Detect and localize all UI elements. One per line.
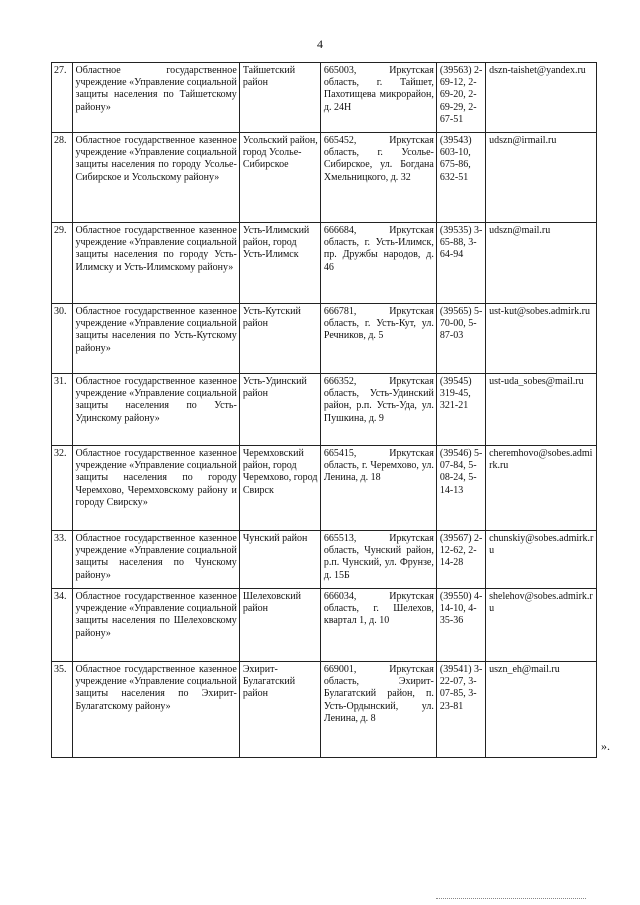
institution-name: Областное государственное казенное учреждение «Управление социальной защиты населения по Чунскому району»: [72, 531, 239, 589]
address: 666781, Иркутская область, г. Усть-Кут, ул. Речников, д. 5: [320, 304, 436, 374]
email: dszn-taishet@yandex.ru: [486, 63, 597, 133]
row-number: 27.: [52, 63, 73, 133]
district: Усть-Кутский район: [239, 304, 320, 374]
page-number: 4: [317, 37, 323, 51]
email: udszn@irmail.ru: [486, 133, 597, 223]
district: Шелеховский район: [239, 589, 320, 662]
table-row: [52, 374, 597, 446]
district: Усть-Илимский район, город Усть-Илимск: [239, 223, 320, 304]
phone: (39541) 3-22-07, 3-07-85, 3-23-81: [436, 662, 485, 758]
address: 665452, Иркутская область, г. Усолье-Сибирское, ул. Богдана Хмельницкого, д. 32: [320, 133, 436, 223]
institution-name: Областное государственное казенное учреждение «Управление социальной защиты населения по Усть-Кутскому району»: [72, 304, 239, 374]
table-row: [52, 589, 597, 662]
table-row: [52, 63, 597, 133]
phone: (39543) 603-10, 675-86, 632-51: [436, 133, 485, 223]
table-row: [52, 304, 597, 374]
phone: (39550) 4-14-10, 4-35-36: [436, 589, 485, 662]
phone: (39535) 3-65-88, 3-64-94: [436, 223, 485, 304]
email: uszn_eh@mail.ru: [486, 662, 597, 758]
table-row: [52, 446, 597, 531]
table-row: [52, 662, 597, 758]
row-number: 28.: [52, 133, 73, 223]
institution-name: Областное государственное казенное учреждение «Управление социальной защиты населения по городу Усолье-Сибирское и Усольскому району»: [72, 133, 239, 223]
row-number: 34.: [52, 589, 73, 662]
email: udszn@mail.ru: [486, 223, 597, 304]
row-number: 29.: [52, 223, 73, 304]
address: 665003, Иркутская область, г. Тайшет, Пахотищева микрорайон, д. 24Н: [320, 63, 436, 133]
address: 666684, Иркутская область, г. Усть-Илимск, пр. Дружбы народов, д. 46: [320, 223, 436, 304]
email: ust-uda_sobes@mail.ru: [486, 374, 597, 446]
table-row: [52, 223, 597, 304]
institutions-table-body: [52, 63, 597, 758]
address: 665513, Иркутская область, Чунский район, р.п. Чунский, ул. Фрунзе, д. 15Б: [320, 531, 436, 589]
institution-name: Областное государственное казенное учреждение «Управление социальной защиты населения по Эхирит-Булагатскому району»: [72, 662, 239, 758]
email: chunskiy@sobes.admirk.ru: [486, 531, 597, 589]
institutions-table: [51, 62, 597, 758]
closing-quote-mark: ».: [601, 739, 610, 753]
row-number: 30.: [52, 304, 73, 374]
phone: (39563) 2-69-12, 2-69-20, 2-69-29, 2-67-51: [436, 63, 485, 133]
district: Чунский район: [239, 531, 320, 589]
phone: (39545) 319-45, 321-21: [436, 374, 485, 446]
address: 665415, Иркутская область, г. Черемхово, ул. Ленина, д. 18: [320, 446, 436, 531]
institution-name: Областное государственное казенное учреждение «Управление социальной защиты населения по Шелеховскому району»: [72, 589, 239, 662]
district: Тайшетский район: [239, 63, 320, 133]
phone: (39565) 5-70-00, 5-87-03: [436, 304, 485, 374]
phone: (39567) 2-12-62, 2-14-28: [436, 531, 485, 589]
table-row: [52, 531, 597, 589]
row-number: 31.: [52, 374, 73, 446]
institution-name: Областное государственное казенное учреждение «Управление социальной защиты населения по городу Черемхово, Черемховскому району и городу Свирску»: [72, 446, 239, 531]
institution-name: Областное государственное казенное учреждение «Управление социальной защиты населения по Усть-Удинскому району»: [72, 374, 239, 446]
address: 669001, Иркутская область, Эхирит-Булагатский район, п. Усть-Ордынский, ул. Ленина, д. 8: [320, 662, 436, 758]
district: Черемховский район, город Черемхово, город Свирск: [239, 446, 320, 531]
email: ust-kut@sobes.admirk.ru: [486, 304, 597, 374]
row-number: 32.: [52, 446, 73, 531]
district: Эхирит-Булагатский район: [239, 662, 320, 758]
address: 666034, Иркутская область, г. Шелехов, квартал 1, д. 10: [320, 589, 436, 662]
district: Усть-Удинский район: [239, 374, 320, 446]
scan-artifact-line: [436, 898, 586, 900]
address: 666352, Иркутская область, Усть-Удинский район, р.п. Усть-Уда, ул. Пушкина, д. 9: [320, 374, 436, 446]
email: cheremhovo@sobes.admirk.ru: [486, 446, 597, 531]
district: Усольский район, город Усолье-Сибирское: [239, 133, 320, 223]
institution-name: Областное государственное учреждение «Управление социальной защиты населения по Тайшетскому району»: [72, 63, 239, 133]
email: shelehov@sobes.admirk.ru: [486, 589, 597, 662]
institution-name: Областное государственное казенное учреждение «Управление социальной защиты населения по городу Усть-Илимску и Усть-Илимскому району»: [72, 223, 239, 304]
row-number: 33.: [52, 531, 73, 589]
row-number: 35.: [52, 662, 73, 758]
phone: (39546) 5-07-84, 5-08-24, 5-14-13: [436, 446, 485, 531]
table-row: [52, 133, 597, 223]
